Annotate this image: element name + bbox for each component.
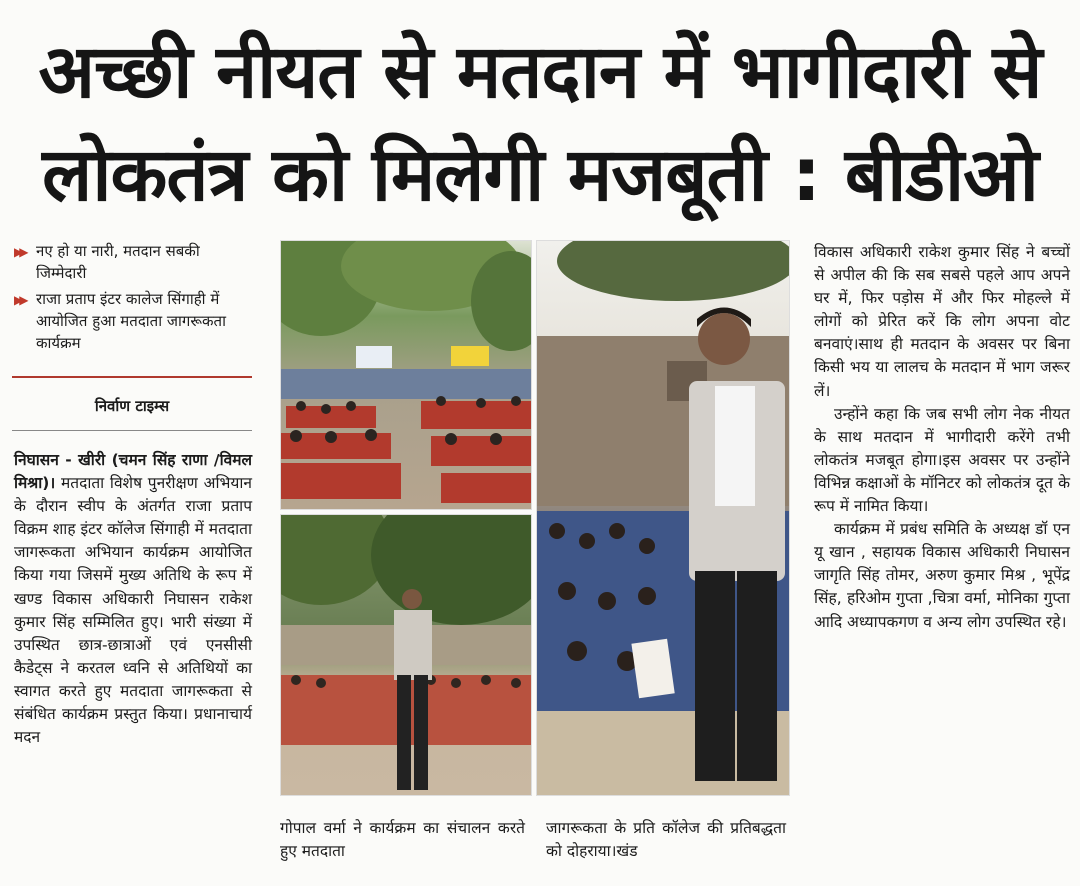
- photo-students-rally: [280, 240, 532, 510]
- headline-line-2: लोकतंत्र को मिलेगी मजबूती : बीडीओ: [42, 132, 1038, 218]
- headline-line-1: अच्छी नीयत से मतदान में भागीदारी से: [38, 29, 1042, 115]
- divider-red: [12, 376, 252, 378]
- double-arrow-icon: ▶▶: [14, 293, 25, 307]
- divider: [12, 430, 252, 431]
- highlight-item: [14, 240, 254, 284]
- photo-speaker-addressing: [280, 514, 532, 796]
- byline: निर्वाण टाइम्स: [94, 397, 170, 415]
- photo-speaker-closeup: [536, 240, 790, 796]
- paragraph: कार्यक्रम में प्रबंध समिति के अध्यक्ष डॉ एन यू खान , सहायक विकास अधिकारी निघासन जागृति सिंह तोमर, अरुण कुमार मिश्र , भूपेंद्र सिंह, हरिओम गुप्ता ,चित्रा वर्मा, मोनिका गुप्ता आदि अध्यापकगण व अन्य लोग उपस्थित रहे।: [814, 520, 1070, 631]
- highlight-item: [14, 288, 254, 354]
- article-column-2: [814, 241, 1070, 634]
- paragraph: मतदाता विशेष पुनरीक्षण अभियान के दौरान स्वीप के अंतर्गत राजा प्रताप विक्रम शाह इंटर कॉलेज सिंगाही में मतदाता जागरूकता अभियान कार्यक्रम आयोजित किया गया जिसमें मुख्य अतिथि के रूप में खण्ड विकास अधिकारी निघासन राकेश कुमार सिंह सम्मिलित हुए। भारी संख्या में उपस्थित छात्र-छात्राओं एवं एनसीसी कैडेट्स ने करतल ध्वनि से अतिथियों का स्वागत करते हुए मतदाता जागरूकता से संबंधित कार्यक्रम प्रस्तुत किया। प्रधानाचार्य मदन: [14, 474, 252, 747]
- highlight-text: नए हो या नारी, मतदान सबकी जिम्मेदारी: [36, 242, 200, 282]
- photo-caption-text-a: गोपाल वर्मा ने कार्यक्रम का संचालन करते हुए मतदाता: [280, 819, 525, 860]
- paragraph: उन्होंने कहा कि जब सभी लोग नेक नीयत के साथ मतदान में भागीदारी करेंगे तभी लोकतंत्र मजबूत होगा।इस अवसर पर उन्होंने विभिन्न कक्षाओं के मॉनिटर को लोकतंत्र दूत के रूप में नामित किया।: [814, 404, 1070, 516]
- article-column-1: [14, 449, 252, 749]
- photo-caption-text-b: जागरूकता के प्रति कॉलेज की प्रतिबद्धता को दोहराया।खंड: [546, 819, 786, 860]
- highlight-text: राजा प्रताप इंटर कालेज सिंगाही में आयोजित हुआ मतदाता जागरूकता कार्यक्रम: [36, 290, 226, 352]
- paragraph: विकास अधिकारी राकेश कुमार सिंह ने बच्चों से अपील की कि सब सबसे पहले आप अपने घर में, फिर पड़ोस में और फिर मोहल्ले में लोगों को प्रेरित करें कि लोग अपना वोट बनवाएं।साथ ही मतदान के अवसर पर बिना किसी भय या लालच के मतदान में भाग जरूर लें।: [814, 243, 1070, 400]
- double-arrow-icon: ▶▶: [14, 245, 25, 259]
- highlights-list: [14, 240, 254, 358]
- dateline: निघासन - खीरी (चमन सिंह राणा /विमल मिश्रा)।: [14, 451, 252, 493]
